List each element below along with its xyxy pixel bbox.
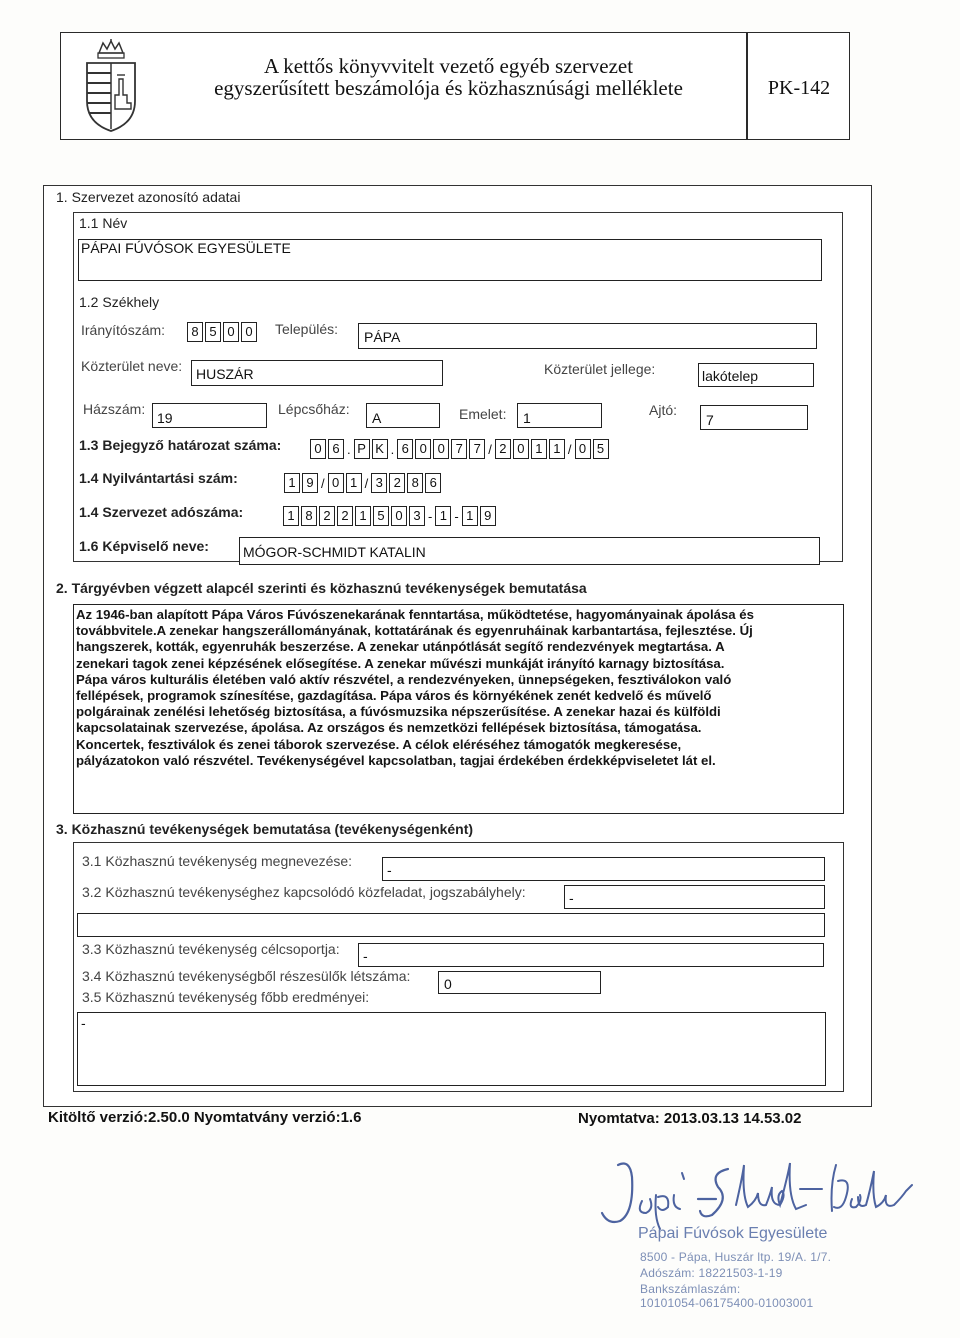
city-label: Település: (275, 321, 339, 337)
digit-cell: 2 (495, 439, 511, 459)
floor-field[interactable] (517, 403, 602, 428)
house-value: 19 (157, 410, 173, 426)
digit-cell: 1 (283, 506, 299, 526)
stamp-bank-label: Bankszámlaszám: (640, 1282, 741, 1296)
seat-label: 1.2 Székhely (79, 294, 160, 310)
activity-description-text: Az 1946-ban alapított Pápa Város Fúvószenekarának fenntartása, működtetése, hagyományainak ápolása és továbbvitele.A zenekar hangszerállományának, kottatárának és egyenruháinak karbantartása, fejlesztése. Új hangszerek, kották, egyenruhák beszerzése. A zenekar utánpótlását segítő rendezvények megtartása. A zenekari tagok zenei képzésének elősegítése. A zenekar művészi munkáját irányító karnagy biztosítása. Pápa város kulturális életében való aktív részvétel, a rendezvényeken, ünnepségeken, fesztiválokon való fellépések, programok színesítése, gazdagítása. Pápa város és környékének zenét kedvelő és művelő polgárainak zenélési lehetőség biztosítása, a fúvósmuzsika népszerűsítése. A zenekar hazai és külföldi kapcsolatainak szervezése, ápolása. Az országos és nemzetközi fellépések biztosítása, támogatása. Koncertek, fesztiválok és zenei táborok szervezése. A célok eléréséhez támogatók megkeresése, pályázatokon való részvétel. Tevékenységével kapcsolatban, tagjai érdekében érdekképviseletet lát el. (76, 607, 754, 768)
representative-field[interactable] (239, 537, 820, 565)
digit-cell: 5 (373, 506, 389, 526)
digit-cell: 0 (310, 439, 326, 459)
digit-cell: 8 (301, 506, 317, 526)
digit-cell: 5 (205, 322, 221, 342)
digit-cell: 1 (346, 473, 362, 493)
section2-heading: 2. Tárgyévben végzett alapcél szerinti és közhasznú tevékenységek bemutatása (56, 580, 587, 596)
registry-decision-field[interactable] (310, 439, 609, 459)
street-type-field[interactable] (698, 363, 814, 387)
street-value: HUSZÁR (196, 366, 254, 382)
city-field[interactable] (358, 323, 817, 349)
digit-cell: 7 (469, 439, 485, 459)
form-title (156, 55, 741, 99)
q31-value: - (387, 862, 392, 878)
digit-cell: 9 (302, 473, 318, 493)
house-label: Házszám: (83, 401, 146, 417)
activity-description-field[interactable] (73, 604, 844, 814)
digit-cell: 8 (187, 322, 203, 342)
tax-label: 1.4 Szervezet adószáma: (79, 504, 244, 520)
form-title-line1: A kettős könyvvitelt vezető egyéb szervezet (263, 54, 634, 78)
q34-label: 3.4 Közhasznú tevékenységből részesülők létszáma: (82, 968, 411, 984)
digit-cell: 0 (433, 439, 449, 459)
form-header (60, 32, 850, 140)
q32-field[interactable] (564, 885, 825, 909)
stamp-bank-account: 10101054-06175400-01003001 (640, 1296, 814, 1310)
house-field[interactable] (152, 403, 267, 428)
q34-field[interactable] (438, 971, 601, 994)
digit-cell: 2 (337, 506, 353, 526)
stair-value: A (372, 410, 382, 426)
street-field[interactable] (191, 360, 443, 386)
representative-label: 1.6 Képviselő neve: (79, 538, 209, 554)
q35-value: - (81, 1015, 86, 1031)
separator: / (364, 475, 369, 491)
stair-label: Lépcsőház: (278, 401, 350, 417)
separator: . (347, 441, 351, 457)
q33-value: - (363, 948, 368, 964)
digit-cell: 3 (409, 506, 425, 526)
door-value: 7 (706, 412, 714, 428)
name-label: 1.1 Név (79, 215, 128, 231)
registry-number-label: 1.4 Nyilvántartási szám: (79, 470, 238, 486)
digit-cell: 1 (284, 473, 300, 493)
registry-number-field[interactable] (284, 473, 441, 493)
digit-cell: K (372, 439, 388, 459)
digit-cell: 2 (389, 473, 405, 493)
digit-cell: 9 (480, 506, 496, 526)
tax-number-field[interactable] (283, 506, 496, 526)
digit-cell: 1 (531, 439, 547, 459)
name-value: PÁPAI FÚVÓSOK EGYESÜLETE (81, 240, 291, 256)
q33-label: 3.3 Közhasznú tevékenység célcsoportja: (82, 941, 340, 957)
q32-value: - (569, 890, 574, 906)
zip-label: Irányítószám: (81, 322, 166, 338)
digit-cell: 8 (407, 473, 423, 493)
stamp-address: 8500 - Pápa, Huszár ltp. 19/A. 1/7. (640, 1250, 832, 1264)
q34-value: 0 (444, 976, 452, 992)
registry-decision-label: 1.3 Bejegyző határozat száma: (79, 437, 282, 453)
section3-heading: 3. Közhasznú tevékenységek bemutatása (tevékenységenként) (56, 821, 474, 837)
digit-cell: 3 (371, 473, 387, 493)
separator: - (454, 508, 459, 524)
representative-value: MÓGOR-SCHMIDT KATALIN (243, 544, 426, 560)
zip-field[interactable] (187, 322, 257, 342)
form-title-line2: egyszerűsített beszámolója és közhasznúsági melléklete (214, 76, 683, 100)
separator: - (428, 508, 433, 524)
digit-cell: 1 (462, 506, 478, 526)
q35-field[interactable] (77, 1012, 826, 1086)
door-label: Ajtó: (649, 402, 678, 418)
digit-cell: 2 (319, 506, 335, 526)
stamp-org-name: Pápai Fúvósok Egyesülete (638, 1225, 828, 1242)
street-type-label: Közterület jellege: (544, 361, 656, 377)
digit-cell: 0 (391, 506, 407, 526)
digit-cell: 0 (513, 439, 529, 459)
digit-cell: 0 (241, 322, 257, 342)
digit-cell: 6 (397, 439, 413, 459)
version-info: Kitöltő verzió:2.50.0 Nyomtatvány verzió:1.6 (48, 1109, 362, 1126)
digit-cell: 0 (328, 473, 344, 493)
print-timestamp: Nyomtatva: 2013.03.13 14.53.02 (578, 1110, 802, 1127)
digit-cell: 0 (575, 439, 591, 459)
name-field[interactable] (78, 239, 822, 281)
q33-field[interactable] (358, 943, 824, 967)
digit-cell: 7 (451, 439, 467, 459)
digit-cell: 1 (435, 506, 451, 526)
q32-label: 3.2 Közhasznú tevékenységhez kapcsolódó közfeladat, jogszabályhely: (82, 884, 526, 900)
q32-field-continued[interactable] (77, 913, 825, 937)
separator: . (390, 441, 395, 457)
separator: / (321, 475, 325, 491)
city-value: PÁPA (364, 329, 401, 345)
digit-cell: 0 (223, 322, 239, 342)
street-label: Közterület neve: (81, 358, 183, 374)
coat-of-arms-icon (79, 39, 143, 133)
street-type-value: lakótelep (702, 368, 759, 384)
floor-value: 1 (523, 410, 531, 426)
separator: / (567, 441, 572, 457)
digit-cell: 6 (328, 439, 344, 459)
section1-heading: 1. Szervezet azonosító adatai (56, 189, 241, 205)
q31-field[interactable] (382, 857, 825, 881)
floor-label: Emelet: (459, 406, 507, 422)
stair-field[interactable] (366, 403, 440, 428)
digit-cell: 5 (593, 439, 609, 459)
digit-cell: 1 (355, 506, 371, 526)
door-field[interactable] (700, 405, 808, 430)
header-divider (746, 33, 748, 139)
digit-cell: P (354, 439, 370, 459)
form-code: PK-142 (767, 77, 831, 99)
separator: / (488, 441, 492, 457)
q35-label: 3.5 Közhasznú tevékenység főbb eredményei: (82, 989, 370, 1005)
digit-cell: 1 (549, 439, 565, 459)
digit-cell: 6 (425, 473, 441, 493)
q31-label: 3.1 Közhasznú tevékenység megnevezése: (82, 853, 353, 869)
handwritten-signature (590, 1155, 940, 1235)
stamp-tax-number: Adószám: 18221503-1-19 (640, 1266, 783, 1280)
digit-cell: 0 (415, 439, 431, 459)
